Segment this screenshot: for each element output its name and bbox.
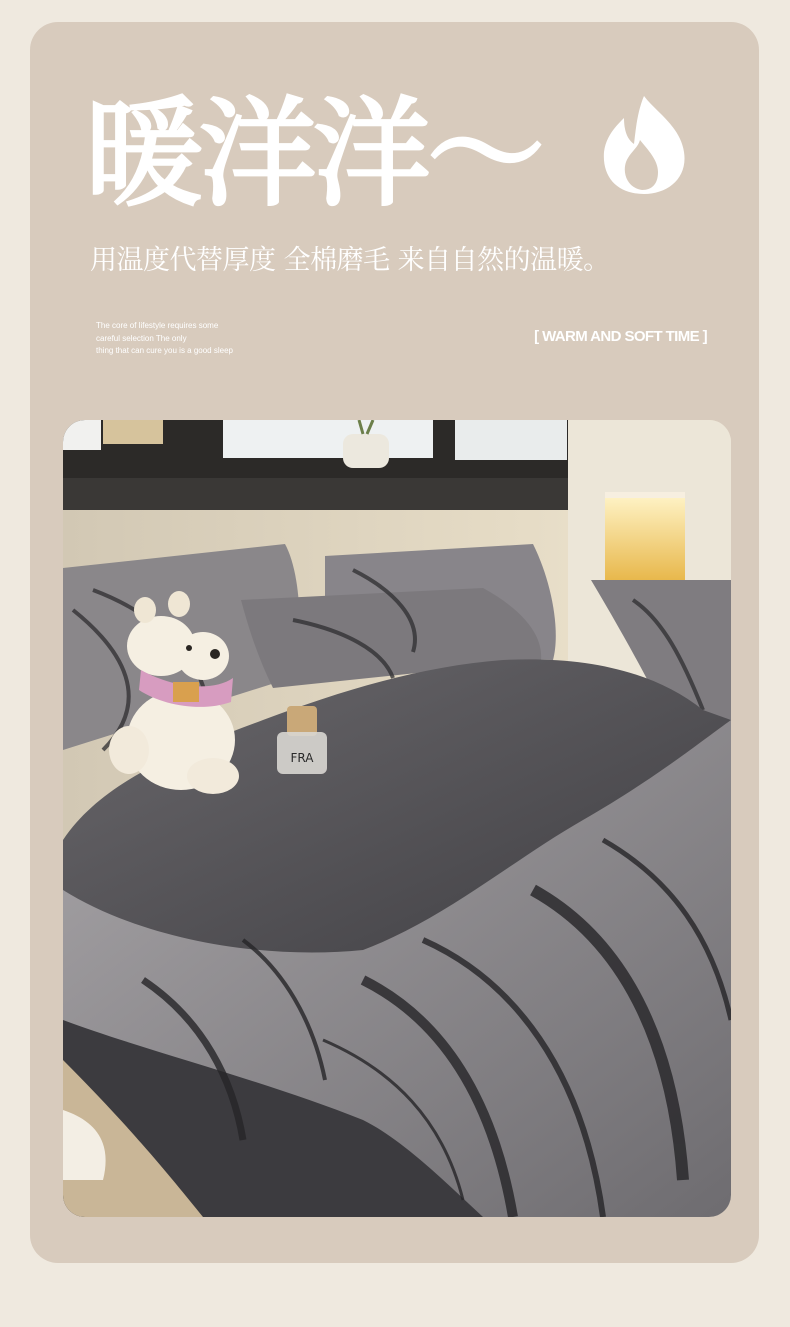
- headline: 暖洋洋～: [85, 85, 542, 223]
- bedding-photo: [63, 420, 731, 1217]
- flame-icon: [598, 92, 690, 196]
- subheadline: 用温度代替厚度 全棉磨毛 来自自然的温暖。: [90, 245, 610, 276]
- small-text-line: The core of lifestyle requires some: [96, 321, 219, 330]
- small-english-text: [96, 320, 296, 358]
- hero-card: [30, 22, 759, 1263]
- small-text-line: careful selection The only: [96, 333, 187, 343]
- bottle-label: FRA: [290, 751, 314, 765]
- tagline: [ WARM AND SOFT TIME ]: [534, 328, 707, 345]
- small-text-line: thing that can cure you is a good sleep: [96, 346, 233, 355]
